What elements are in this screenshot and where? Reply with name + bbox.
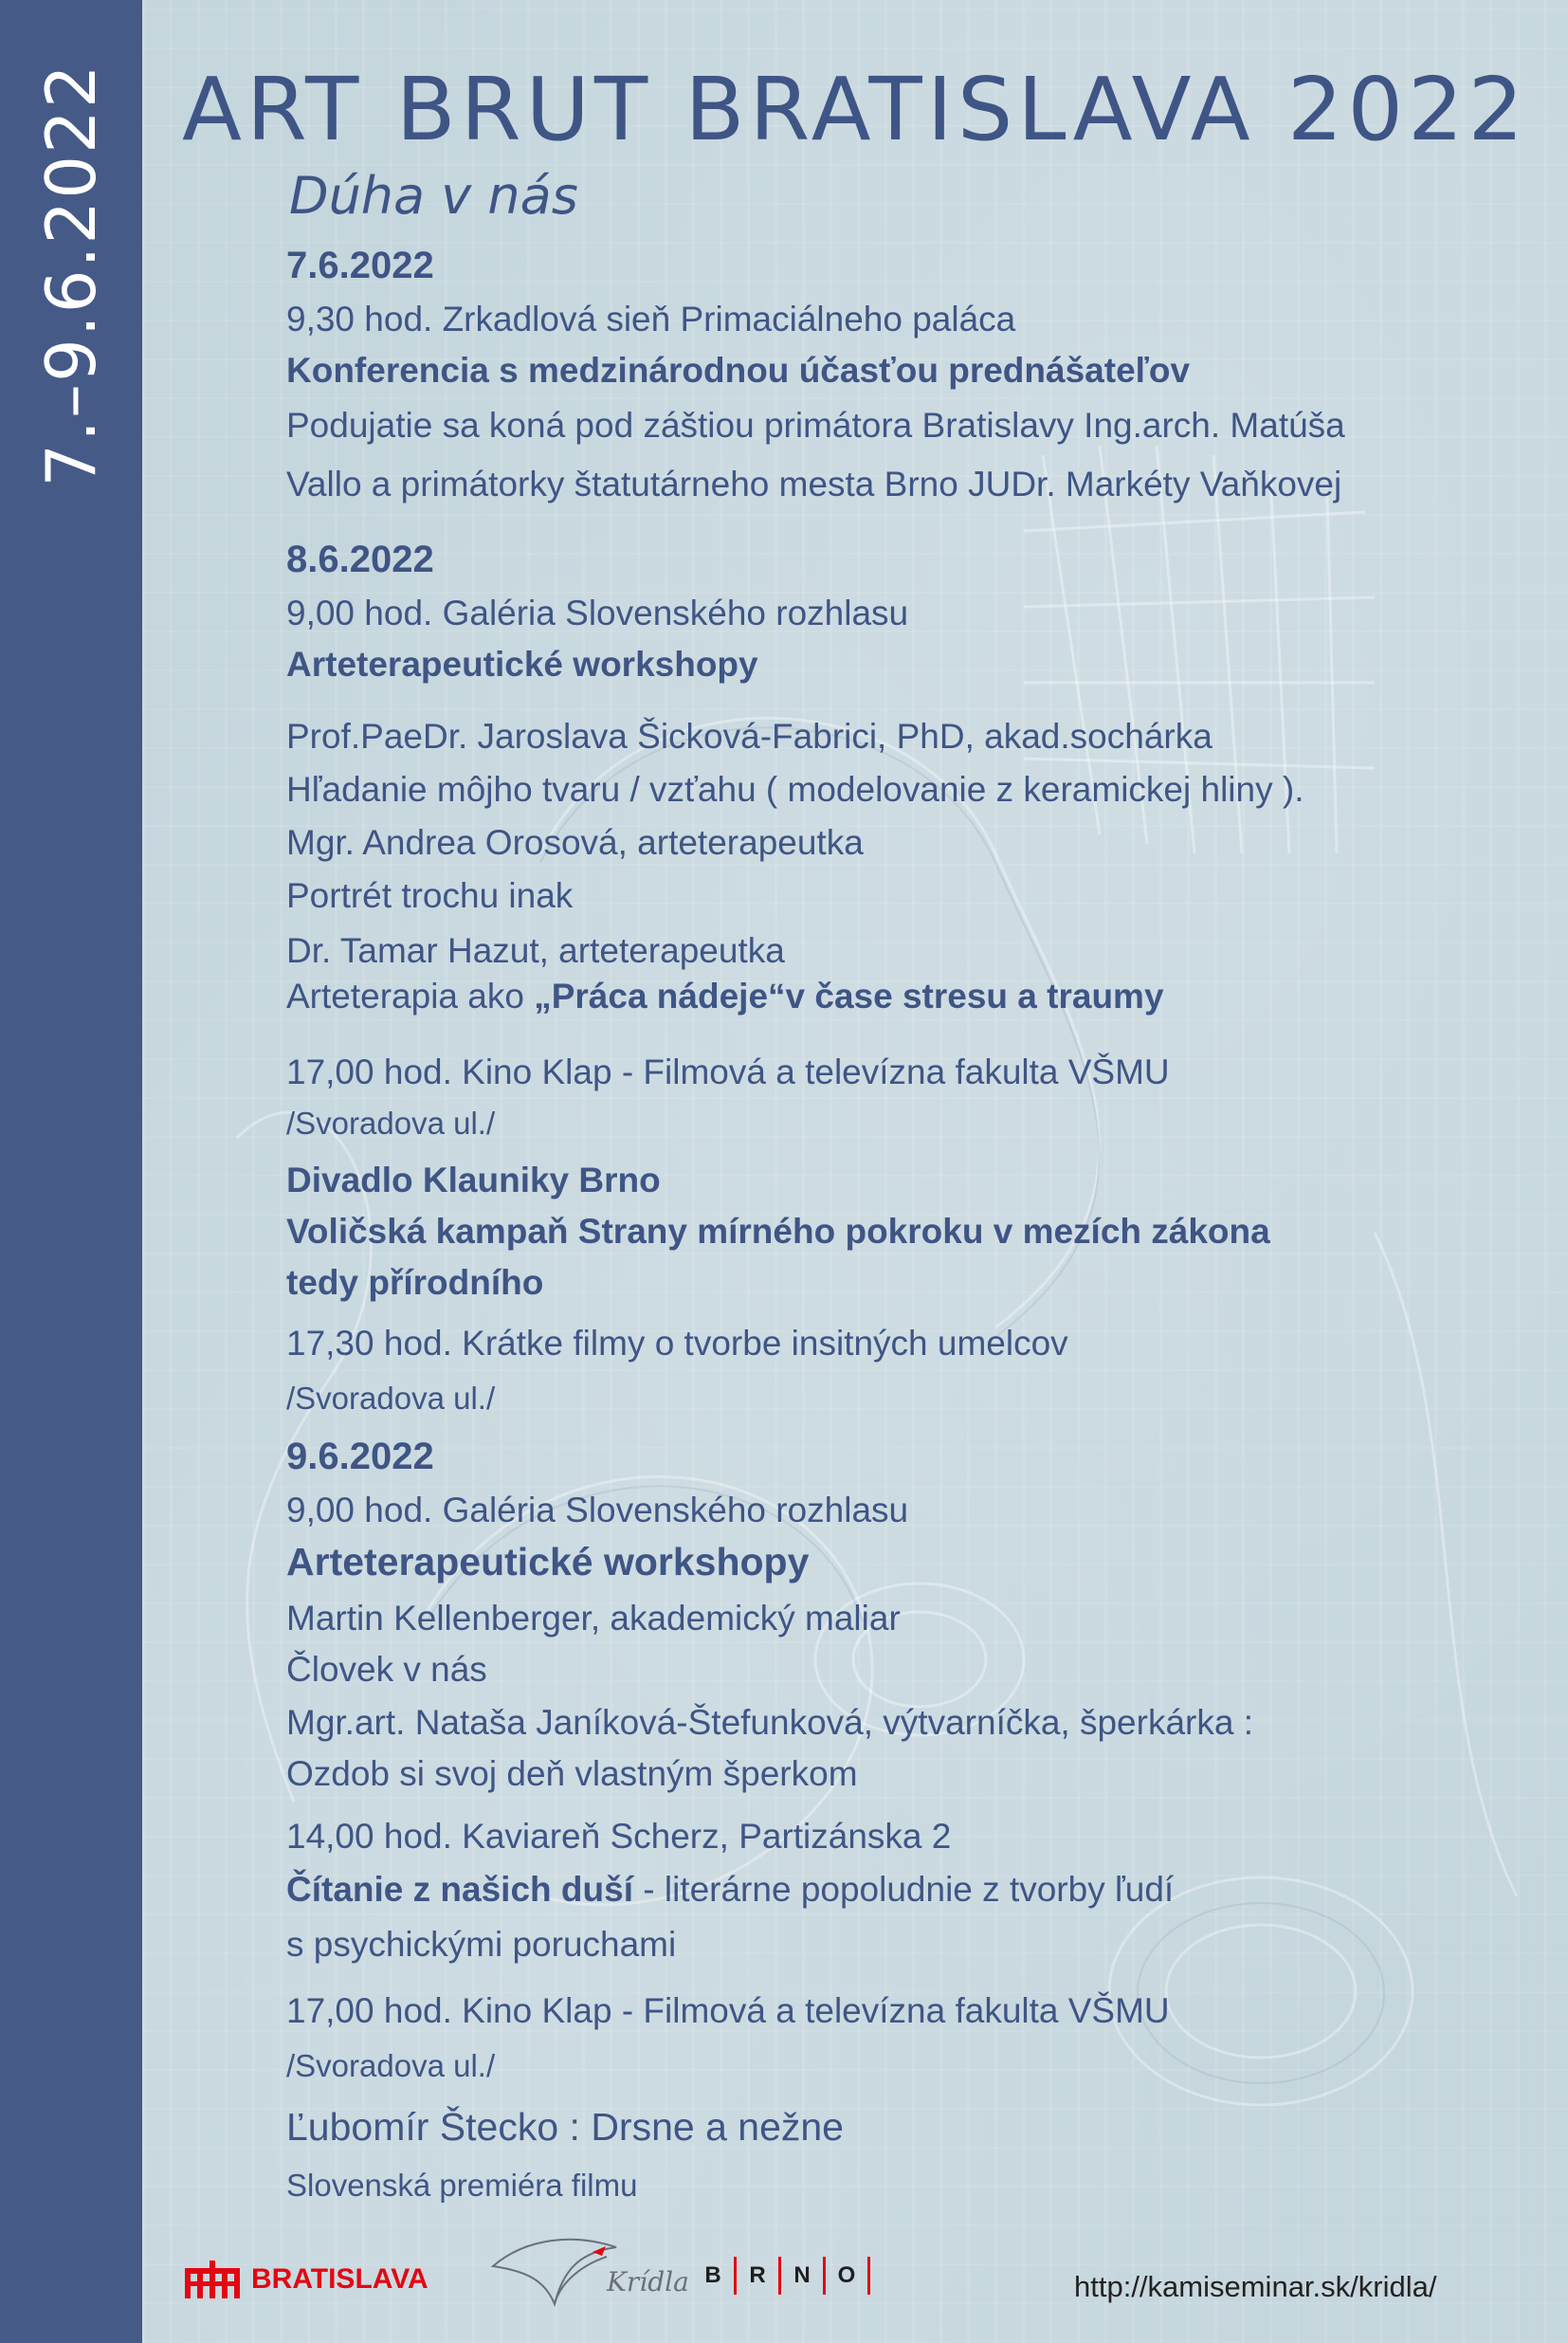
brno-logo <box>692 2257 870 2295</box>
day2-event: Arteterapeutické workshopy <box>286 645 758 684</box>
bratislava-logo-text: BRATISLAVA <box>251 2263 428 2295</box>
day2-w2-person: Mgr. Andrea Orosová, arteterapeutka <box>286 823 864 862</box>
day1-time-place: 9,30 hod. Zrkadlová sieň Primaciálneho paláca <box>286 300 1016 339</box>
day3-e2-title-line2: s psychickými poruchami <box>286 1925 677 1964</box>
day2-w1-person: Prof.PaeDr. Jaroslava Šicková-Fabrici, PhD, akad.sochárka <box>286 717 1212 756</box>
day3-e3-address: /Svoradova ul./ <box>286 2048 496 2083</box>
side-date: 7.–9.6.2022 <box>31 63 111 487</box>
day1-note-line2: Vallo a primátorky štatutárneho mesta Brno JUDr. Markéty Vaňkovej <box>286 465 1342 503</box>
day1-date: 7.6.2022 <box>286 245 434 286</box>
day2-w3-title-prefix: Arteterapia ako <box>286 977 535 1016</box>
day2-date: 8.6.2022 <box>286 539 434 580</box>
day2-e3-time-place: 17,30 hod. Krátke filmy o tvorbe insitných umelcov <box>286 1324 1068 1363</box>
day2-e2-play-line1: Voličská kampaň Strany mírného pokroku v mezích zákona <box>286 1212 1270 1251</box>
day2-w3-person: Dr. Tamar Hazut, arteterapeutka <box>286 931 785 970</box>
day3-e2-title <box>286 1870 1174 1910</box>
day2-w3-title <box>286 977 1164 1016</box>
day3-e2-title-bold: Čítanie z našich duší <box>286 1870 633 1909</box>
kridla-bird-icon <box>488 2228 621 2314</box>
day3-w1-title: Človek v nás <box>286 1650 487 1689</box>
poster-content <box>142 0 1568 2343</box>
day2-e2-address: /Svoradova ul./ <box>286 1106 496 1141</box>
poster-subtitle: Dúha v nás <box>289 166 578 226</box>
day1-note-line1: Podujatie sa koná pod záštiou primátora Bratislavy Ing.arch. Matúša <box>286 406 1345 445</box>
bratislava-castle-icon <box>185 2261 240 2298</box>
brno-letter: O <box>837 2262 856 2288</box>
day3-w2-person: Mgr.art. Nataša Janíková-Štefunková, výtvarníčka, šperkárka : <box>286 1703 1253 1742</box>
brno-divider <box>867 2257 870 2295</box>
sidebar <box>0 0 142 2343</box>
brno-letter: N <box>793 2262 811 2288</box>
brno-letter: R <box>749 2262 766 2288</box>
day2-w1-title: Hľadanie môjho tvaru / vzťahu ( modelovanie z keramickej hliny ). <box>286 770 1304 809</box>
day3-w1-person: Martin Kellenberger, akademický maliar <box>286 1599 901 1638</box>
day2-e2-time-place: 17,00 hod. Kino Klap - Filmová a televízna fakulta VŠMU <box>286 1053 1170 1091</box>
day3-e3-film: Ľubomír Štecko : Drsne a nežne <box>286 2105 844 2149</box>
day2-e2-theatre: Divadlo Klauniky Brno <box>286 1161 661 1199</box>
day2-e3-address: /Svoradova ul./ <box>286 1381 496 1416</box>
day3-e3-time-place: 17,00 hod. Kino Klap - Filmová a televízna fakulta VŠMU <box>286 1991 1170 2030</box>
brno-letter: B <box>704 2262 721 2288</box>
poster-title: ART BRUT BRATISLAVA 2022 <box>182 59 1529 160</box>
day3-date: 9.6.2022 <box>286 1436 434 1477</box>
day3-e3-note: Slovenská premiéra filmu <box>286 2168 638 2203</box>
kridla-logo-text: Krídla <box>607 2266 689 2297</box>
day3-time-place: 9,00 hod. Galéria Slovenského rozhlasu <box>286 1491 909 1529</box>
day1-event: Konferencia s medzinárodnou účasťou prednášateľov <box>286 351 1191 390</box>
website-url[interactable]: http://kamiseminar.sk/kridla/ <box>1074 2270 1437 2303</box>
day2-w3-title-bold: „Práca nádeje“v čase stresu a traumy <box>534 977 1164 1016</box>
bratislava-logo <box>185 2261 428 2298</box>
day3-w2-title: Ozdob si svoj deň vlastným šperkom <box>286 1754 858 1793</box>
day3-e2-time-place: 14,00 hod. Kaviareň Scherz, Partizánska 2 <box>286 1817 952 1856</box>
day2-time-place: 9,00 hod. Galéria Slovenského rozhlasu <box>286 594 909 632</box>
day3-event: Arteterapeutické workshopy <box>286 1540 810 1583</box>
day2-w2-title: Portrét trochu inak <box>286 876 574 915</box>
day2-e2-play-line2: tedy přírodního <box>286 1263 544 1302</box>
day3-e2-title-rest: - literárne popoludnie z tvorby ľudí <box>632 1870 1175 1909</box>
